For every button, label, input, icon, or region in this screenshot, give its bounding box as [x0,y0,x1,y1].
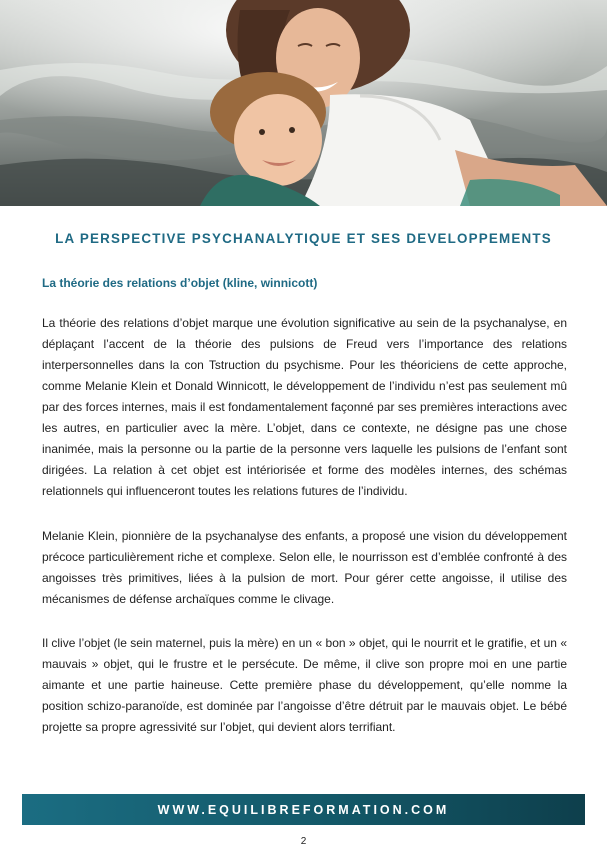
photo-mother-and-child-icon [0,0,607,206]
paragraph-1: La théorie des relations d’objet marque une évolution significative au sein de la psychanalyse, en déplaçant l’accent de la théorie des pulsions de Freud vers l’importance des relations interpersonnelles dans la con Tstruction du psychisme. Pour les théoriciens de cette approche, comme Melanie Klein et Donald Winnicott, le développement de l’individu n’est pas seulement mû par des forces internes, mais il est fondamentalement façonné par ses premières interactions avec les autres, en particulier avec la mère. L’objet, dans ce contexte, ne désigne pas une chose inanimée, mais la personne ou la partie de la personne vers laquelle les pulsions de l’enfant sont dirigées. La relation à cet objet est intériorisée et forme des modèles internes, des schémas relationnels qui influenceront toutes les relations futures de l’individu. [42,316,567,498]
paragraph-3: Il clive l’objet (le sein maternel, puis la mère) en un « bon » objet, qui le nourrit et le gratifie, et un « mauvais » objet, qui le frustre et le persécute. De même, il clive son propre moi en une partie aimante et une partie haineuse. Cette première phase du développement, qu’elle nomme la position schizo-paranoïde, est dominée par l’angoisse d’être détruit par le mauvais objet. Le bébé projette sa propre agressivité sur l’objet, qui devient alors terrifiant. [42,636,567,734]
page-number: 2 [300,836,307,847]
section-subtitle: La théorie des relations d’objet (kline, winnicott) [42,276,318,290]
page-title: LA PERSPECTIVE PSYCHANALYTIQUE ET SES DEVELOPPEMENTS [55,231,552,246]
header-photo [0,0,607,206]
paragraph-2: Melanie Klein, pionnière de la psychanalyse des enfants, a proposé une vision du développement précoce particulièrement riche et complexe. Selon elle, le nourrisson est d’emblée confronté à des angoisses très primitives, liées à la pulsion de mort. Pour gérer cette angoisse, il utilise des mécanismes de défense archaïques comme le clivage. [42,529,567,606]
footer-banner [22,794,585,825]
website-url[interactable]: WWW.EQUILIBREFORMATION.COM [157,802,450,817]
